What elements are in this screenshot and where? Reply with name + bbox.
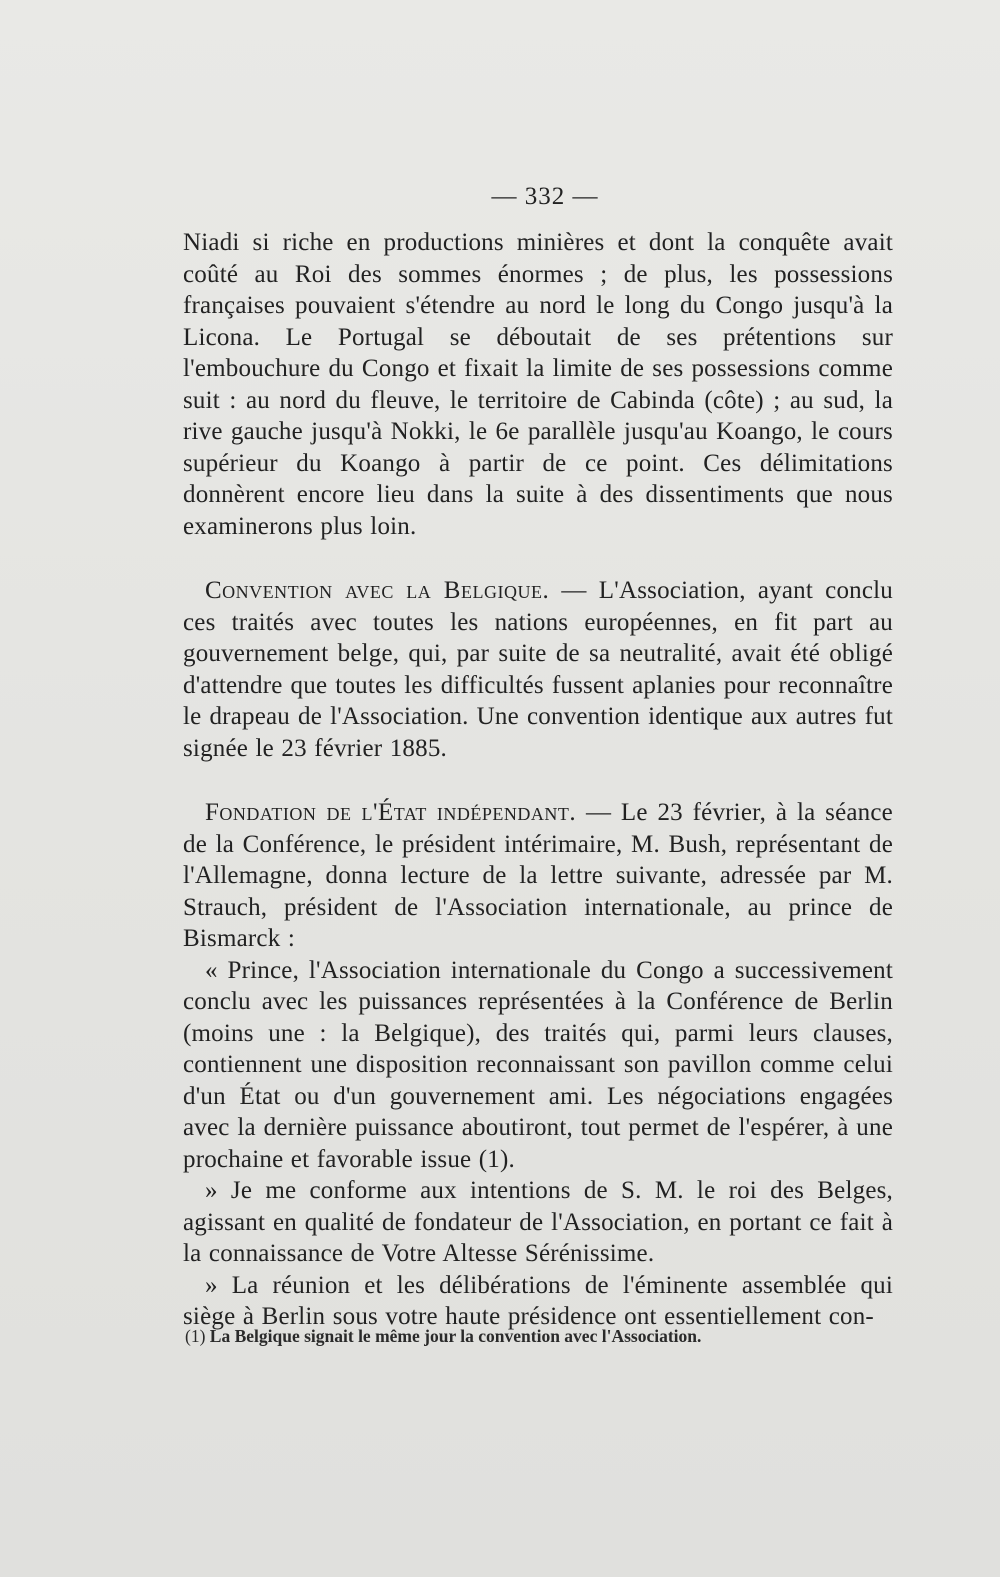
- page-number: — 332 —: [491, 183, 599, 210]
- paragraph-4: « Prince, l'Association internationale du Congo a successivement conclu avec les puissances représentées à la Conférence de Berlin (moins une : la Belgique), des traités qui, parmi leurs clauses, contiennent une disposition reconnaissant son pavillon comme celui d'un État ou d'un gouvernement ami. Les négociations engagées avec la dernière puissance aboutiront, tout permet de l'espérer, à une prochaine et favorable issue (1).: [183, 956, 893, 1173]
- footnote-mark: (1): [185, 1326, 206, 1346]
- footnote: [185, 1324, 885, 1348]
- section-heading-convention: Convention avec la Belgique.: [205, 577, 550, 604]
- paragraph-2: [183, 575, 893, 764]
- paragraph-1: Niadi si riche en productions minières et dont la conquête avait coûté au Roi des sommes énormes ; de plus, les possessions françaises pouvaient s'étendre au nord le long du Congo jusqu'à la Licona. Le Portugal se déboutait de ses prétentions sur l'embouchure du Congo et fixait la limite de ses possessions comme suit : au nord du fleuve, le territoire de Cabinda (côte) ; au sud, la rive gauche jusqu'à Nokki, le 6e parallèle jusqu'au Koango, le cours supérieur du Koango à partir de ce point. Ces délimitations donnèrent encore lieu dans la suite à des dissentiments que nous examinerons plus loin.: [183, 229, 893, 540]
- paragraph-6: » La réunion et les délibérations de l'éminente assemblée qui siège à Berlin sous votre haute présidence ont essentiellement con-: [183, 1271, 893, 1330]
- paragraph-3: [183, 797, 893, 955]
- footnote-text: La Belgique signait le même jour la convention avec l'Association.: [205, 1326, 702, 1346]
- paragraph-3-text: — Le 23 février, à la séance de la Conférence, le président intérimaire, M. Bush, représentant de l'Allemagne, donna lecture de la lettre suivante, adressée par M. Strauch, président de l'Association internationale, au prince de Bismarck :: [183, 799, 893, 952]
- paragraph-5: » Je me conforme aux intentions de S. M. le roi des Belges, agissant en qualité de fondateur de l'Association, en portant ce fait à la connaissance de Votre Altesse Sérénissime.: [183, 1177, 893, 1267]
- section-heading-fondation: Fondation de l'État indépendant.: [205, 799, 577, 826]
- paragraph-gap: [183, 764, 893, 797]
- page-body: [183, 227, 893, 1333]
- paragraph-gap: [183, 542, 893, 575]
- paragraph-2-text: — L'Association, ayant conclu ces traités avec toutes les nations européennes, en fit part au gouvernement belge, qui, par suite de sa neutralité, avait été obligé d'attendre que toutes les difficultés fussent aplanies pour reconnaître le drapeau de l'Association. Une convention identique aux autres fut signée le 23 février 1885.: [183, 577, 894, 762]
